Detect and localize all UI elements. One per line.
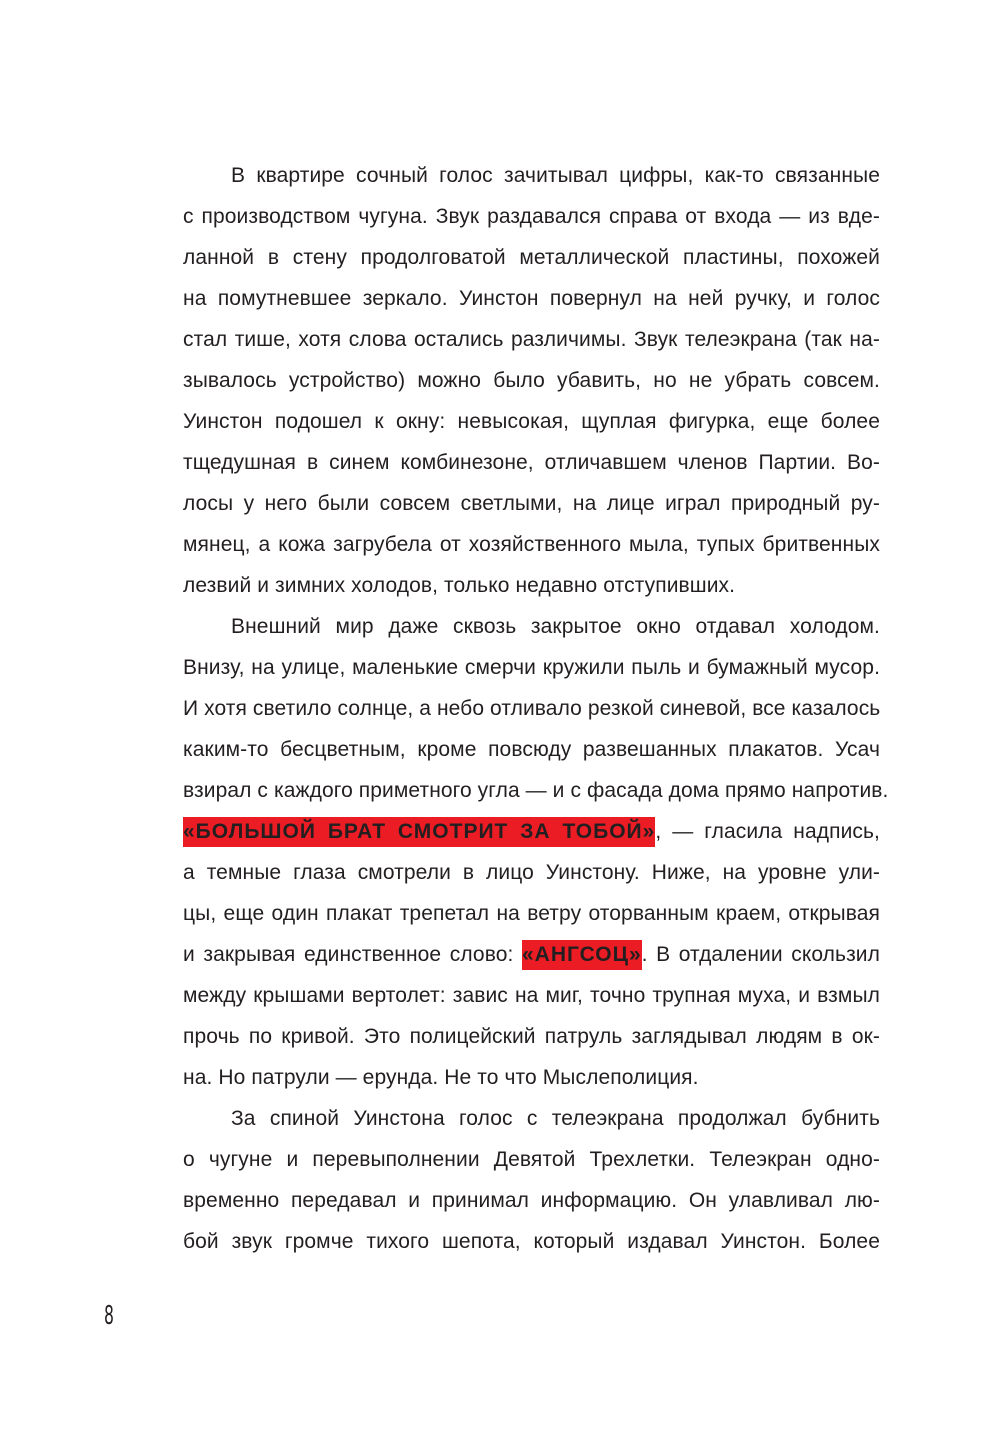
text-line: лосы у него были совсем светлыми, на лице играл природный ру-	[183, 492, 880, 515]
text-line: В квартире сочный голос зачитывал цифры, как-то связанные	[231, 164, 880, 187]
highlighted-slogan: «БОЛЬШОЙ БРАТ СМОТРИТ ЗА ТОБОЙ»	[183, 817, 655, 847]
text-fragment: . В отдалении скользил	[641, 943, 880, 966]
text-line: на помутневшее зеркало. Уинстон повернул на ней ручку, и голос	[183, 287, 880, 310]
text-line: тщедушная в синем комбинезоне, отличавшем членов Партии. Во-	[183, 451, 880, 474]
highlighted-word: «АНГСОЦ»	[522, 940, 642, 970]
text-line: прочь по кривой. Это полицейский патруль заглядывал людям в ок-	[183, 1025, 880, 1048]
text-line: стал тише, хотя слова остались различимы. Звук телеэкрана (так на-	[183, 328, 880, 351]
text-line: мянец, а кожа загрубела от хозяйственного мыла, тупых бритвенных	[183, 533, 880, 556]
text-line: бой звук громче тихого шепота, который издавал Уинстон. Более	[183, 1230, 880, 1253]
text-line: о чугуне и перевыполнении Девятой Трехлетки. Телеэкран одно-	[183, 1148, 880, 1171]
text-line: с производством чугуна. Звук раздавался справа от входа — из вде-	[183, 205, 880, 228]
text-line: между крышами вертолет: завис на миг, точно трупная муха, и взмыл	[183, 984, 880, 1007]
text-line: зывалось устройство) можно было убавить, но не убрать совсем.	[183, 369, 880, 392]
text-line: взирал с каждого приметного угла — и с фасада дома прямо напротив.	[183, 779, 889, 802]
page-number: 8	[104, 1301, 114, 1331]
text-line: цы, еще один плакат трепетал на ветру оторванным краем, открывая	[183, 902, 880, 925]
body-text	[183, 155, 889, 1262]
text-line: временно передавал и принимал информацию. Он улавливал лю-	[183, 1189, 880, 1212]
text-line: ланной в стену продолговатой металлической пластины, похожей	[183, 246, 880, 269]
text-line: каким-то бесцветным, кроме повсюду развешанных плакатов. Усач	[183, 738, 880, 761]
text-fragment: , — гласила надпись,	[655, 820, 880, 843]
text-fragment: и закрывая единственное слово:	[183, 943, 522, 966]
text-line: а темные глаза смотрели в лицо Уинстону. Ниже, на уровне ули-	[183, 861, 880, 884]
text-line: Внешний мир даже сквозь закрытое окно отдавал холодом.	[231, 615, 880, 638]
text-line: Уинстон подошел к окну: невысокая, щуплая фигурка, еще более	[183, 410, 880, 433]
text-line: За спиной Уинстона голос с телеэкрана продолжал бубнить	[231, 1107, 880, 1130]
text-line: Внизу, на улице, маленькие смерчи кружили пыль и бумажный мусор.	[183, 656, 880, 679]
text-line: И хотя светило солнце, а небо отливало резкой синевой, все казалось	[183, 697, 881, 720]
text-line-with-highlight	[183, 934, 880, 975]
text-line-with-highlight	[183, 811, 880, 852]
text-line: на. Но патрули — ерунда. Не то что Мыслеполиция.	[183, 1066, 699, 1089]
text-line: лезвий и зимних холодов, только недавно отступивших.	[183, 574, 736, 597]
